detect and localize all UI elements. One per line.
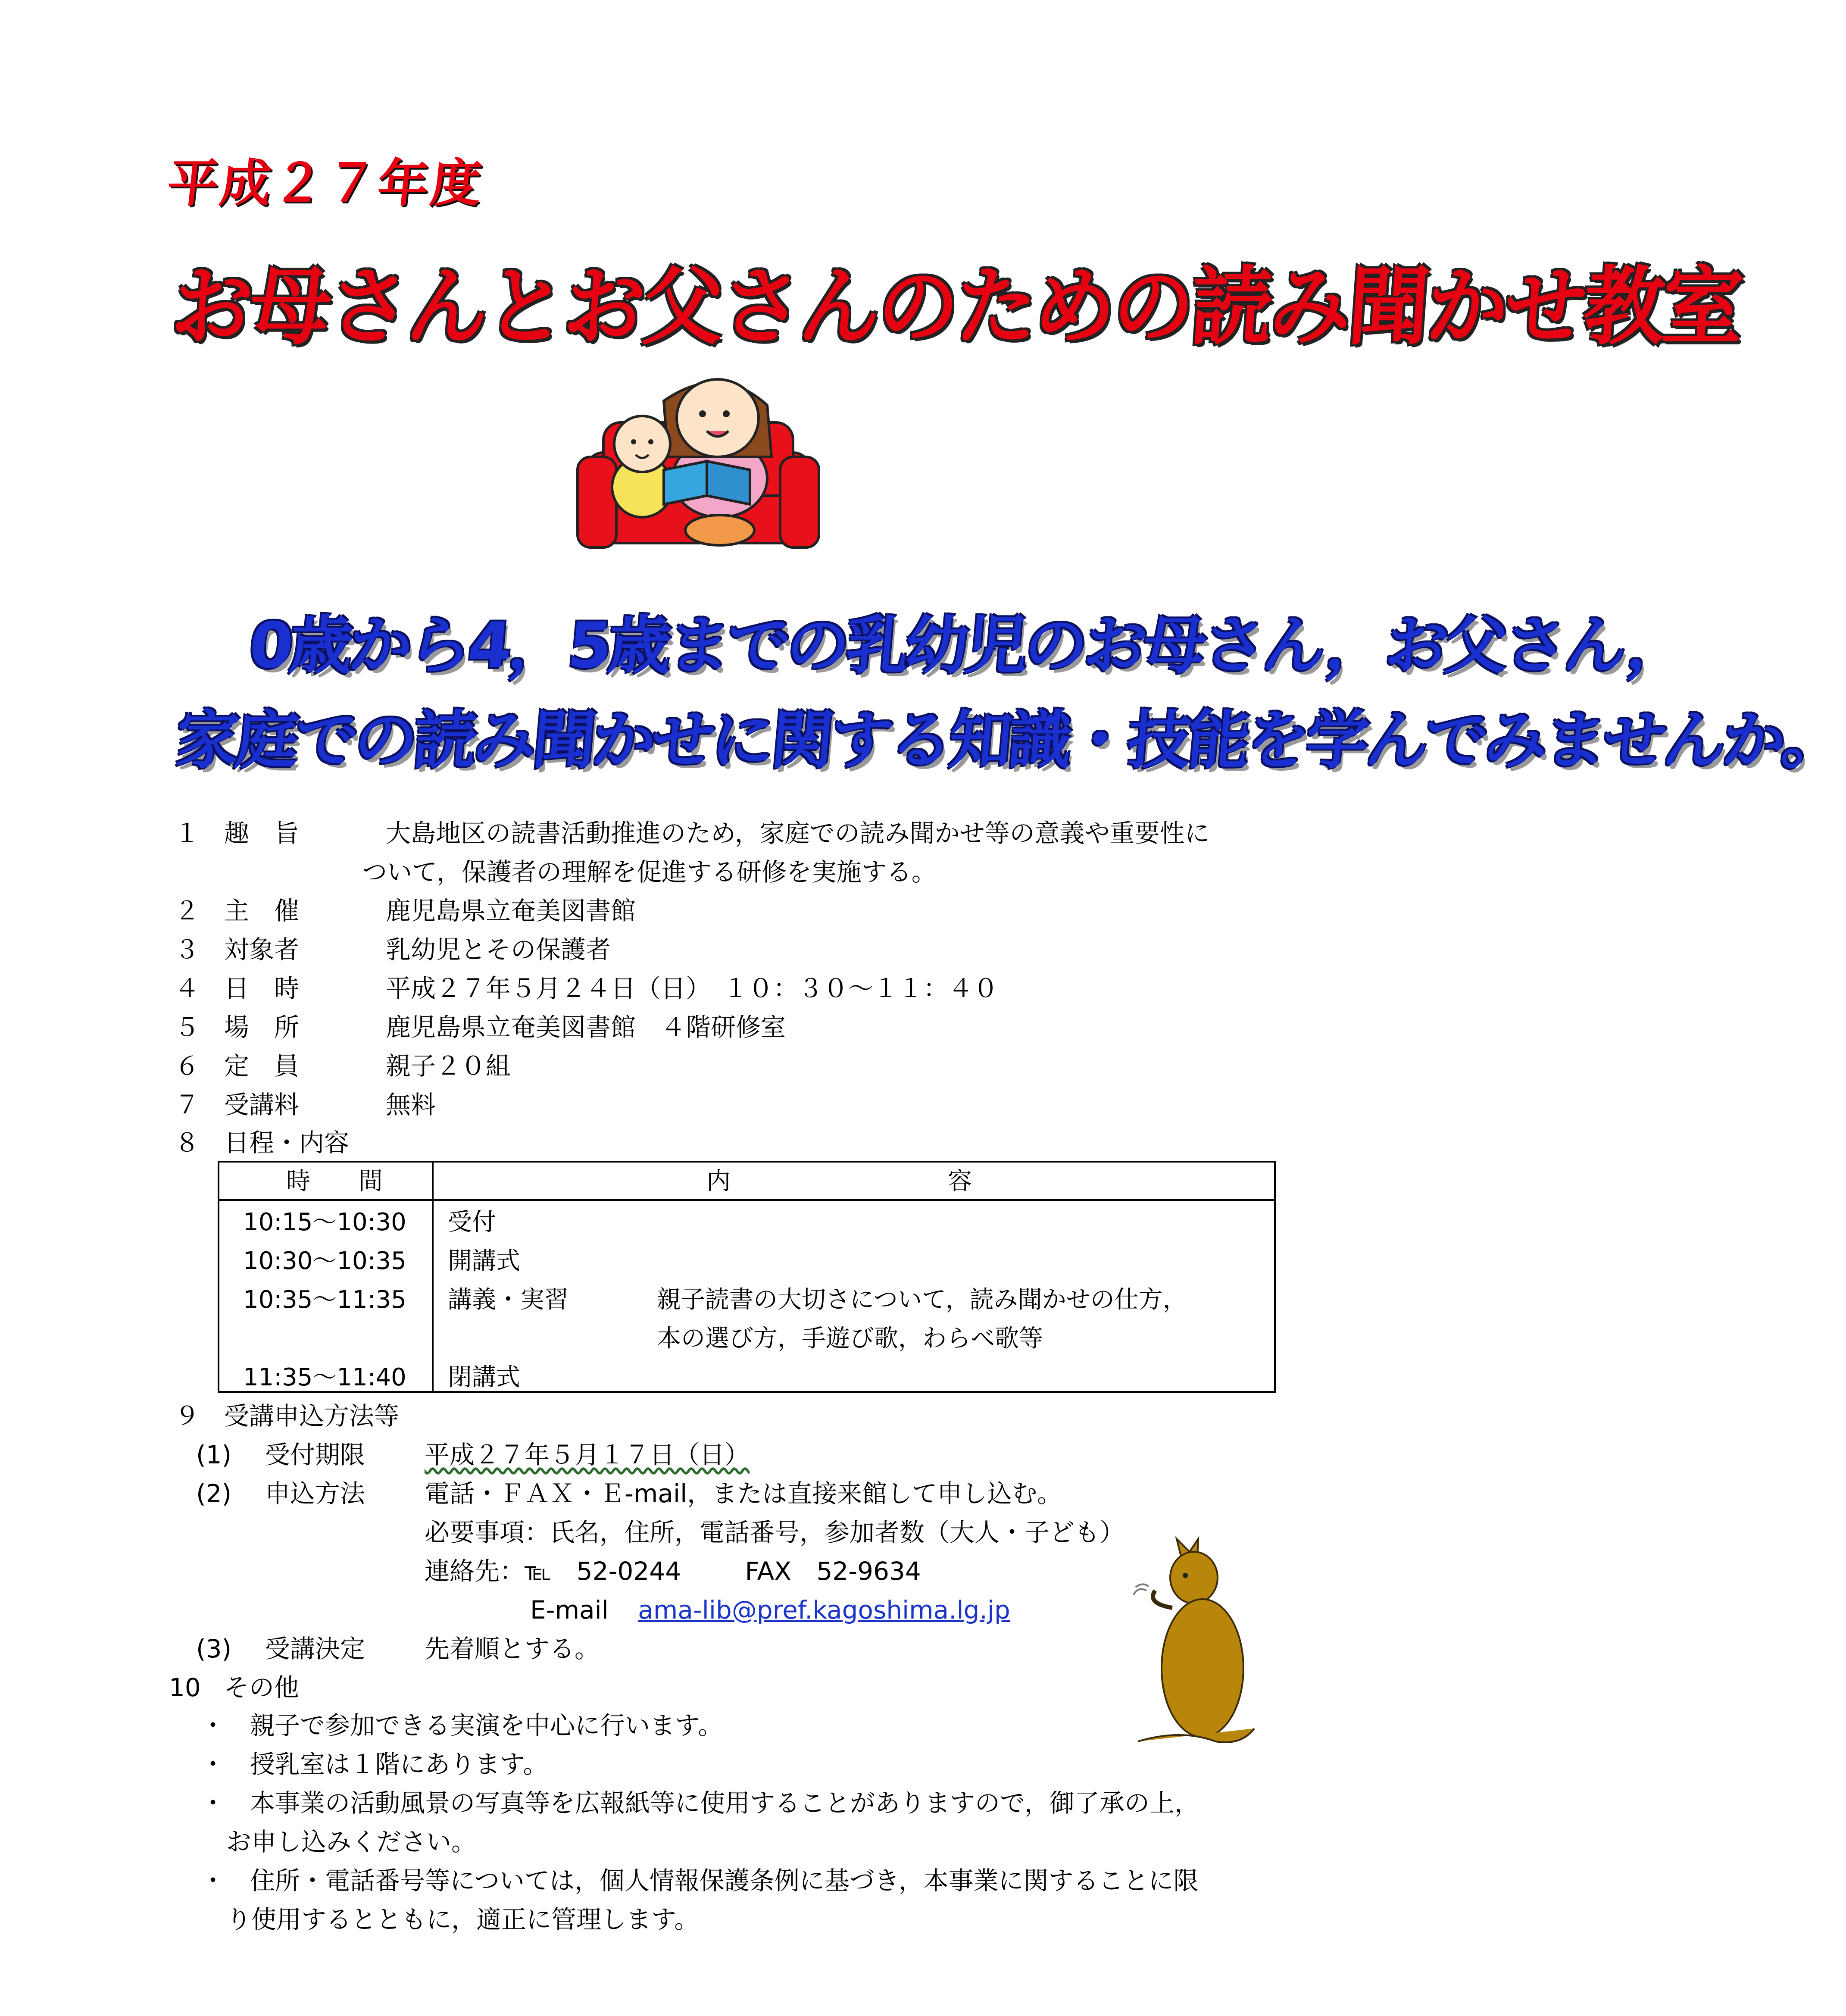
- bullet-icon: ・: [200, 1788, 226, 1818]
- note-text-cont: り使用するとともに，適正に管理します。: [226, 1905, 700, 1934]
- fax-label: FAX: [745, 1557, 791, 1586]
- item-number: ６: [175, 1051, 200, 1081]
- bullet-icon: ・: [200, 1750, 226, 1779]
- method-value: 電話・ＦＡＸ・Ｅ-mail，または直接来館して申し込む。: [425, 1479, 1062, 1508]
- decision-value: 先着順とする。: [425, 1634, 600, 1663]
- item-number: ２: [175, 896, 200, 925]
- section-heading-application: 受講申込方法等: [224, 1401, 400, 1431]
- item-value: 親子２０組: [386, 1051, 511, 1081]
- item-number: １: [175, 819, 200, 848]
- item-value: 平成２７年５月２４日（日） １０：３０～１１：４０: [386, 974, 999, 1003]
- section-number: ９: [175, 1401, 200, 1431]
- contact-prefix: 連絡先：: [425, 1557, 525, 1586]
- item-number: ３: [175, 935, 200, 964]
- lead-line-1: 0歳から4，5歳までの乳幼児のお母さん，お父さん，: [246, 609, 1690, 682]
- item-value-cont: ついて，保護者の理解を促進する研修を実施する。: [362, 857, 937, 887]
- email-line: [530, 1591, 1010, 1629]
- schedule-table: [218, 1161, 1276, 1393]
- note-text: 授乳室は１階にあります。: [250, 1750, 548, 1779]
- mascot-illustration: [1129, 1539, 1259, 1754]
- reading-illustration: [578, 371, 819, 552]
- row-time: 10:30～10:35: [243, 1247, 406, 1275]
- item-label: 日程・内容: [224, 1128, 350, 1157]
- row-time: 10:15～10:30: [243, 1208, 406, 1236]
- row-time: 11:35～11:40: [243, 1363, 406, 1391]
- item-label: 日 時: [224, 974, 300, 1003]
- item-label: 対象者: [224, 935, 300, 964]
- table-header-content: 内 容: [706, 1167, 972, 1195]
- row-detail-cont: 本の選び方，手遊び歌，わらべ歌等: [657, 1325, 1043, 1353]
- row-item: 講義・実習: [448, 1286, 568, 1314]
- table-header-time: 時 間: [286, 1167, 383, 1195]
- item-number: ７: [175, 1090, 200, 1119]
- row-detail: 親子読書の大切さについて，読み聞かせの仕方，: [657, 1286, 1187, 1314]
- lead-line-2: 家庭での読み聞かせに関する知識・技能を学んでみませんか。: [173, 704, 1845, 777]
- item-value: 鹿児島県立奄美図書館: [386, 896, 636, 925]
- year-title: 平成２７年度: [164, 153, 487, 213]
- page-title: お母さんとお父さんのための読み聞かせ教室: [168, 257, 1744, 357]
- email-label: E-mail: [530, 1595, 609, 1625]
- note-text: 親子で参加できる実演を中心に行います。: [250, 1711, 723, 1740]
- sub-number: (2): [196, 1479, 232, 1508]
- section-number: 10: [169, 1673, 201, 1702]
- item-label: 受講料: [224, 1090, 300, 1119]
- row-item: 閉講式: [448, 1363, 520, 1391]
- required-info: 必要事項：氏名，住所，電話番号，参加者数（大人・子ども）: [425, 1518, 1125, 1547]
- kangaroo-icon: [1134, 1539, 1254, 1742]
- sub-number: (1): [196, 1440, 232, 1469]
- item-label: 趣 旨: [224, 819, 300, 848]
- item-number: ４: [175, 974, 200, 1003]
- item-label: 場 所: [224, 1013, 300, 1042]
- deadline-label: 受付期限: [265, 1440, 365, 1469]
- item-number: ５: [175, 1013, 200, 1042]
- tel-number: 52-0244: [576, 1557, 681, 1586]
- item-value: 鹿児島県立奄美図書館 ４階研修室: [386, 1013, 786, 1042]
- tel-label: ℡: [525, 1557, 552, 1586]
- item-value: 乳幼児とその保護者: [386, 935, 611, 964]
- deadline-value: 平成２７年５月１７日（日）: [425, 1440, 750, 1469]
- item-label: 定 員: [224, 1051, 300, 1081]
- bullet-icon: ・: [200, 1866, 226, 1895]
- note-text: 住所・電話番号等については，個人情報保護条例に基づき，本事業に関することに限: [250, 1866, 1199, 1895]
- contact-line: [425, 1552, 921, 1591]
- sub-number: (3): [196, 1634, 232, 1663]
- decision-label: 受講決定: [265, 1634, 365, 1663]
- bullet-icon: ・: [200, 1711, 226, 1740]
- row-item: 開講式: [448, 1247, 520, 1275]
- item-value: 大島地区の読書活動推進のため，家庭での読み聞かせ等の意義や重要性に: [386, 819, 1210, 848]
- note-text-cont: お申し込みください。: [226, 1827, 477, 1857]
- fax-number: 52-9634: [816, 1557, 921, 1586]
- item-number: ８: [175, 1128, 200, 1157]
- row-time: 10:35～11:35: [243, 1286, 406, 1314]
- row-item: 受付: [448, 1208, 496, 1236]
- table-divider: [432, 1163, 434, 1391]
- item-value: 無料: [386, 1090, 436, 1119]
- item-label: 主 催: [224, 896, 300, 925]
- note-text: 本事業の活動風景の写真等を広報紙等に使用することがありますので，御了承の上，: [250, 1788, 1199, 1818]
- email-link[interactable]: ama-lib@pref.kagoshima.lg.jp: [638, 1595, 1010, 1625]
- section-heading-other: その他: [224, 1673, 300, 1702]
- method-label: 申込方法: [265, 1479, 365, 1508]
